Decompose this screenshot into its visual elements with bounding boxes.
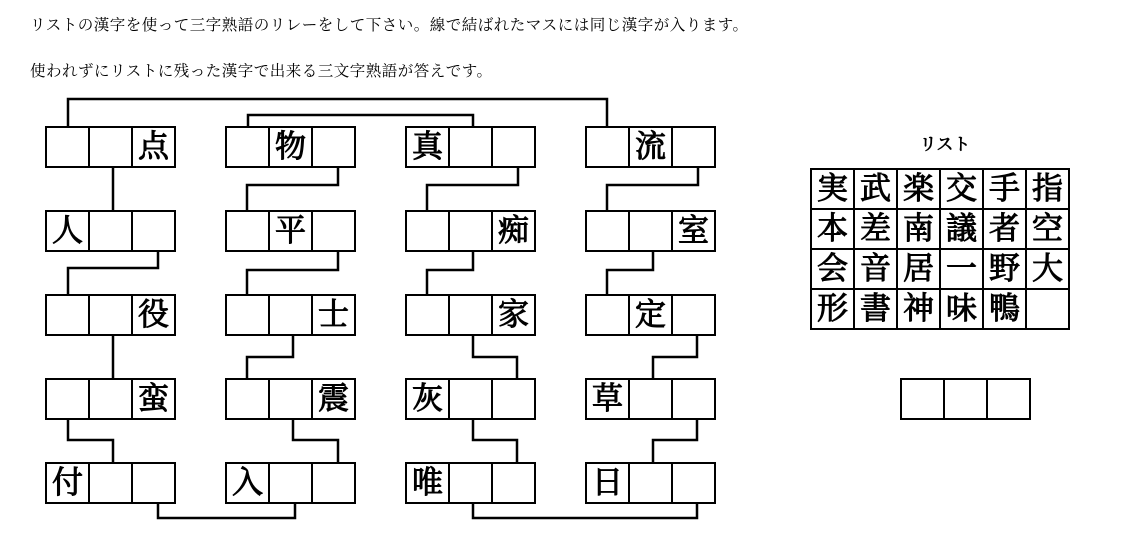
empty-answer-cell[interactable] [407, 212, 448, 250]
given-kanji-cell: 草 [592, 381, 623, 416]
given-kanji-cell: 真 [412, 129, 443, 164]
list-kanji-cell: 野 [982, 248, 1025, 288]
empty-answer-cell[interactable] [227, 380, 268, 418]
word-box-17 [225, 462, 356, 504]
connector-line-19 [653, 418, 697, 464]
given-kanji-cell: 平 [268, 212, 311, 250]
empty-answer-cell[interactable] [628, 464, 671, 502]
list-row [812, 248, 1068, 288]
list-kanji-cell: 本 [812, 208, 853, 248]
empty-answer-cell[interactable] [491, 464, 534, 502]
given-kanji-cell: 蛮 [131, 380, 174, 418]
word-box-11 [585, 294, 716, 336]
list-row [812, 208, 1068, 248]
connector-line-9 [247, 334, 293, 380]
given-kanji-cell: 震 [311, 380, 354, 418]
final-answer-cell[interactable] [986, 380, 1029, 418]
empty-answer-cell[interactable] [268, 464, 311, 502]
list-kanji-cell: 武 [853, 170, 896, 208]
list-kanji-cell: 差 [853, 208, 896, 248]
empty-answer-cell[interactable] [448, 212, 491, 250]
list-kanji-cell: 音 [853, 248, 896, 288]
empty-answer-cell[interactable] [131, 212, 174, 250]
word-box-12 [45, 378, 176, 420]
connector-line-17 [607, 250, 653, 296]
list-kanji-cell: 味 [939, 288, 982, 328]
given-kanji-cell: 灰 [412, 381, 443, 416]
word-box-10 [405, 294, 536, 336]
word-box-18 [405, 462, 536, 504]
empty-answer-cell[interactable] [587, 296, 628, 334]
empty-answer-cell[interactable] [448, 380, 491, 418]
connector-line-13 [473, 334, 517, 380]
instruction-line-2: 使われずにリストに残った漢字で出来る三文字熟語が答えです。 [30, 63, 493, 80]
empty-answer-cell[interactable] [671, 380, 714, 418]
list-kanji-cell: 手 [982, 170, 1025, 208]
empty-answer-cell[interactable] [131, 464, 174, 502]
given-kanji-cell: 定 [628, 296, 671, 334]
word-box-1 [225, 126, 356, 168]
list-kanji-cell: 大 [1025, 248, 1068, 288]
empty-answer-cell[interactable] [671, 464, 714, 502]
list-row [812, 170, 1068, 208]
list-kanji-cell: 南 [896, 208, 939, 248]
word-box-0 [45, 126, 176, 168]
list-kanji-cell: 交 [939, 170, 982, 208]
connector-line-5 [68, 418, 113, 464]
word-box-16 [45, 462, 176, 504]
given-kanji-cell: 家 [491, 296, 534, 334]
word-box-3 [585, 126, 716, 168]
empty-answer-cell[interactable] [88, 128, 131, 166]
list-kanji-cell: 指 [1025, 170, 1068, 208]
connector-line-7 [247, 166, 338, 212]
empty-answer-cell[interactable] [448, 296, 491, 334]
empty-answer-cell[interactable] [628, 380, 671, 418]
empty-answer-cell[interactable] [448, 128, 491, 166]
connector-line-10 [293, 418, 338, 464]
list-kanji-cell: 一 [939, 248, 982, 288]
empty-answer-cell[interactable] [587, 212, 628, 250]
empty-answer-cell[interactable] [407, 296, 448, 334]
given-kanji-cell: 物 [268, 128, 311, 166]
list-row [812, 288, 1068, 328]
connector-line-16 [607, 166, 698, 212]
given-kanji-cell: 人 [52, 213, 83, 248]
given-kanji-cell: 日 [592, 465, 623, 500]
empty-answer-cell[interactable] [628, 212, 671, 250]
connector-line-18 [653, 334, 697, 380]
list-empty-cell [1025, 288, 1068, 328]
empty-answer-cell[interactable] [88, 464, 131, 502]
given-kanji-cell: 唯 [412, 465, 443, 500]
given-kanji-cell: 点 [131, 128, 174, 166]
final-answer-cell[interactable] [902, 380, 943, 418]
given-kanji-cell: 役 [131, 296, 174, 334]
empty-answer-cell[interactable] [88, 380, 131, 418]
connector-line-15 [473, 502, 697, 518]
empty-answer-cell[interactable] [491, 380, 534, 418]
empty-answer-cell[interactable] [268, 380, 311, 418]
list-kanji-cell: 会 [812, 248, 853, 288]
connector-line-14 [473, 418, 517, 464]
word-box-9 [225, 294, 356, 336]
given-kanji-cell: 室 [671, 212, 714, 250]
connector-line-0 [68, 99, 607, 128]
given-kanji-cell: 士 [311, 296, 354, 334]
empty-answer-cell[interactable] [587, 128, 628, 166]
empty-answer-cell[interactable] [88, 212, 131, 250]
given-kanji-cell: 流 [628, 128, 671, 166]
final-answer-cell[interactable] [943, 380, 986, 418]
list-kanji-cell: 居 [896, 248, 939, 288]
word-box-7 [585, 210, 716, 252]
word-box-2 [405, 126, 536, 168]
given-kanji-cell: 入 [232, 465, 263, 500]
empty-answer-cell[interactable] [227, 296, 268, 334]
empty-answer-cell[interactable] [268, 296, 311, 334]
connector-line-11 [427, 166, 518, 212]
word-box-5 [225, 210, 356, 252]
empty-answer-cell[interactable] [491, 128, 534, 166]
empty-answer-cell[interactable] [671, 296, 714, 334]
list-kanji-cell: 楽 [896, 170, 939, 208]
instruction-line-1: リストの漢字を使って三字熟語のリレーをして下さい。線で結ばれたマスには同じ漢字が入ります。 [30, 17, 749, 34]
empty-answer-cell[interactable] [47, 128, 88, 166]
list-kanji-cell: 書 [853, 288, 896, 328]
list-kanji-cell: 議 [939, 208, 982, 248]
list-kanji-cell: 者 [982, 208, 1025, 248]
connector-line-6 [158, 502, 295, 518]
word-box-4 [45, 210, 176, 252]
connector-line-3 [68, 250, 158, 296]
word-box-15 [585, 378, 716, 420]
word-box-6 [405, 210, 536, 252]
empty-answer-cell[interactable] [311, 464, 354, 502]
list-kanji-cell: 実 [817, 171, 848, 206]
empty-answer-cell[interactable] [88, 296, 131, 334]
word-box-8 [45, 294, 176, 336]
connector-line-12 [427, 250, 473, 296]
list-kanji-cell: 神 [896, 288, 939, 328]
word-box-14 [405, 378, 536, 420]
list-kanji-cell: 形 [812, 288, 853, 328]
list-kanji-cell: 鴨 [982, 288, 1025, 328]
final-answer-box [900, 378, 1031, 420]
empty-answer-cell[interactable] [448, 464, 491, 502]
empty-answer-cell[interactable] [311, 128, 354, 166]
word-box-19 [585, 462, 716, 504]
empty-answer-cell[interactable] [227, 128, 268, 166]
list-title: リスト [919, 135, 971, 154]
kanji-list-table [810, 168, 1070, 330]
empty-answer-cell[interactable] [671, 128, 714, 166]
empty-answer-cell[interactable] [47, 296, 88, 334]
word-box-13 [225, 378, 356, 420]
connector-line-8 [247, 250, 338, 296]
list-kanji-cell: 空 [1025, 208, 1068, 248]
given-kanji-cell: 痴 [491, 212, 534, 250]
empty-answer-cell[interactable] [227, 212, 268, 250]
empty-answer-cell[interactable] [47, 380, 88, 418]
given-kanji-cell: 付 [52, 465, 83, 500]
empty-answer-cell[interactable] [311, 212, 354, 250]
